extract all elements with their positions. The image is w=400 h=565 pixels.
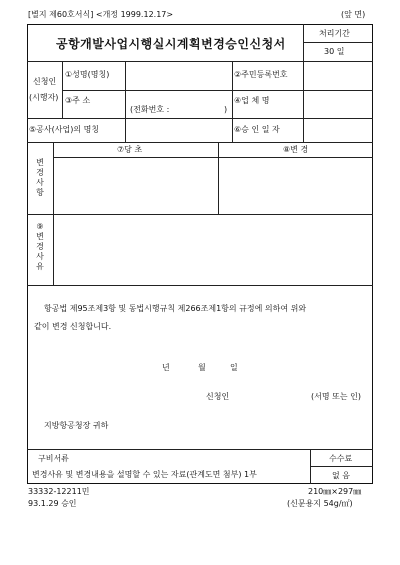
applicant-label-right xyxy=(62,61,63,118)
right-label-column-right xyxy=(303,61,304,142)
project-name-label: ⑤공사(사업)의 명칭 xyxy=(29,125,100,134)
fee-value: 없 음 xyxy=(332,471,350,480)
form-title: 공항개발사업시행실시계획변경승인신청서 xyxy=(56,37,286,51)
fee-divider xyxy=(310,466,373,467)
business-name-field[interactable] xyxy=(305,92,371,116)
footer-size: 210㎜×297㎜ xyxy=(308,487,362,496)
name-field[interactable] xyxy=(127,63,230,88)
footer-paper: (신문용지 54g/㎡) xyxy=(287,499,353,508)
footer-code: 33332-12211민 xyxy=(28,487,90,496)
changed-column-label: ⑧변 경 xyxy=(283,145,309,154)
processing-period-value: 30 일 xyxy=(324,47,345,56)
approval-date-field[interactable] xyxy=(305,120,371,140)
change-reason-side-label: ⑨ 변 경 사 유 xyxy=(36,222,44,271)
side-label-column-right xyxy=(53,142,54,285)
original-content-field[interactable] xyxy=(55,159,216,212)
change-section-bottom xyxy=(27,214,373,215)
address-label: ③주 소 xyxy=(65,96,91,105)
form-number: [별지 제60호서식] <개정 1999.12.17> xyxy=(28,10,174,19)
resident-id-field[interactable] xyxy=(305,63,371,88)
business-name-label: ④업 체 명 xyxy=(234,96,270,105)
statement-line-2: 같이 변경 신청합니다. xyxy=(34,322,112,331)
footer-approval: 93.1.29 승인 xyxy=(28,499,77,508)
side-note: (앞 면) xyxy=(341,10,366,19)
applicant-group-label: 신청인 xyxy=(33,77,57,86)
processing-divider xyxy=(303,42,373,43)
approval-date-label: ⑥승 인 일 자 xyxy=(234,125,280,134)
documents-label: 구비서류 xyxy=(38,454,69,463)
date-year-label: 년 xyxy=(162,363,170,372)
phone-label: (전화번호 : xyxy=(130,105,170,114)
project-row-bottom xyxy=(27,142,373,143)
documents-item: 변경사유 및 변경내용을 설명할 수 있는 자료(관계도면 첨부) 1부 xyxy=(32,470,257,479)
date-month-label: 월 xyxy=(198,363,206,372)
fee-column-left xyxy=(310,449,311,484)
applicant-group-sublabel: (시행자) xyxy=(29,93,59,102)
reason-section-bottom xyxy=(27,285,373,286)
project-name-field[interactable] xyxy=(127,120,230,140)
date-day-label: 일 xyxy=(230,363,238,372)
change-reason-field[interactable] xyxy=(55,216,371,283)
statement-line-1: 항공법 제95조제3항 및 동법시행규칙 제266조제1항의 규정에 의하여 위와 xyxy=(44,304,307,313)
applicant-section-bottom xyxy=(27,118,373,119)
change-header-bottom xyxy=(53,157,373,158)
fee-label: 수수료 xyxy=(329,454,353,463)
recipient-label: 지방항공청장 귀하 xyxy=(44,421,109,430)
resident-id-label: ②주민등록번호 xyxy=(234,70,288,79)
processing-cell-left xyxy=(303,24,304,61)
name-label: ①성명(명칭) xyxy=(65,70,110,79)
change-items-side-label: 변 경 사 항 xyxy=(36,158,44,197)
label-column-right xyxy=(125,61,126,142)
applicant-sign-label: 신청인 xyxy=(206,392,230,401)
changed-content-field[interactable] xyxy=(220,159,371,212)
signature-label: (서명 또는 인) xyxy=(311,392,361,401)
middle-column-divider xyxy=(232,61,233,142)
original-column-label: ⑦당 초 xyxy=(117,145,143,154)
applicant-row-divider xyxy=(62,90,373,91)
change-column-divider xyxy=(218,142,219,214)
title-row-bottom xyxy=(27,61,373,62)
statement-section-bottom xyxy=(27,449,373,450)
phone-close: ) xyxy=(224,105,228,114)
processing-period-label: 처리기간 xyxy=(319,29,350,38)
